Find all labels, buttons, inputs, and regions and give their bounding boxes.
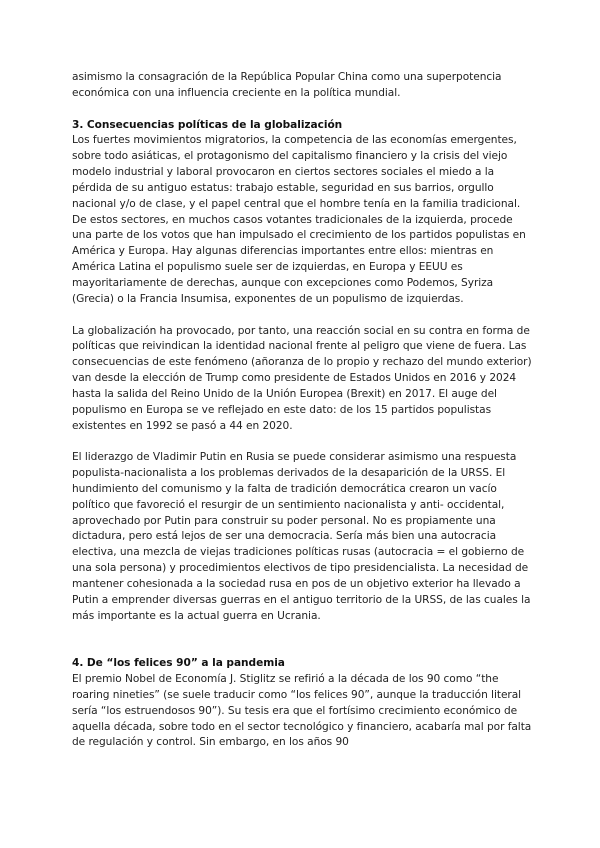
section-3-paragraph-2: La globalización ha provocado, por tanto, una reacción social en su contra en forma de políticas que reivindican la identidad nacional frente al peligro que viene de fuera. Las consecuencias de este fenómeno (añoranza de lo propio y rechazo del mundo exterior) van desde la elección de Trump como presidente de Estados Unidos en 2016 y 2024 hasta la salida del Reino Unido de la Unión Europea (Brexit) en 2017. El auge del populismo en Europa se ve reflejado en este dato: de los 15 partidos populistas existentes en 1992 se pasó a 44 en 2020. bbox=[72, 324, 532, 432]
section-4-paragraph-1: El premio Nobel de Economía J. Stiglitz se refirió a la década de los 90 como “the roaring nineties” (se suele traducir como “los felices 90”, aunque la traducción literal sería “los estruendosos 90”). Su tesis era que el fortísimo crecimiento económico de aquella década, sobre todo en el sector tecnológico y financiero, acabaría mal por falta de regulación y control. Sin embargo, en los años 90 bbox=[72, 673, 532, 749]
section-3-paragraph-3: El liderazgo de Vladimir Putin en Rusia se puede considerar asimismo una respuesta populista-nacionalista a los problemas derivados de la desaparición de la URSS. El hundimiento del comunismo y la falta de tradición democrática crearon un vacío político que favoreció el resurgir de un sentimiento nacionalista y anti- occidental, aprovechado por Putin para construir su poder personal. No es propiamente una dictadura, pero está lejos de ser una democracia. Sería más bien una autocracia electiva, una mezcla de viejas tradiciones políticas rusas (autocracia = el gobierno de una sola persona) y procedimientos electivos de tipo presidencialista. La necesidad de mantener cohesionada a la sociedad rusa en pos de un objetivo exterior ha llevado a Putin a emprender diversas guerras en el antiguo territorio de la URSS, de las cuales la más importante es la actual guerra en Ucrania. bbox=[72, 451, 531, 622]
section-3-heading: 3. Consecuencias políticas de la globalización bbox=[72, 118, 343, 131]
document-page bbox=[72, 70, 532, 751]
intro-paragraph: asimismo la consagración de la República Popular China como una superpotencia económica con una influencia creciente en la política mundial. bbox=[72, 71, 502, 99]
section-3-paragraph-1: Los fuertes movimientos migratorios, la competencia de las economías emergentes, sobre todo asiáticas, el protagonismo del capitalismo financiero y la crisis del viejo modelo industrial y laboral provocaron en ciertos sectores sociales el miedo a la pérdida de su antiguo estatus: trabajo estable, seguridad en sus barrios, orgullo nacional y/o de clase, y el papel central que el hombre tenía en la familia tradicional. De estos sectores, en muchos casos votantes tradicionales de la izquierda, procede una parte de los votos que han impulsado el crecimiento de los partidos populistas en América y Europa. Hay algunas diferencias importantes entre ellos: mientras en América Latina el populismo suele ser de izquierdas, en Europa y EEUU es mayoritariamente de derechas, aunque con excepciones como Podemos, Syriza (Grecia) o la Francia Insumisa, exponentes de un populismo de izquierdas. bbox=[72, 134, 526, 305]
section-4-heading: 4. De “los felices 90” a la pandemia bbox=[72, 657, 285, 670]
